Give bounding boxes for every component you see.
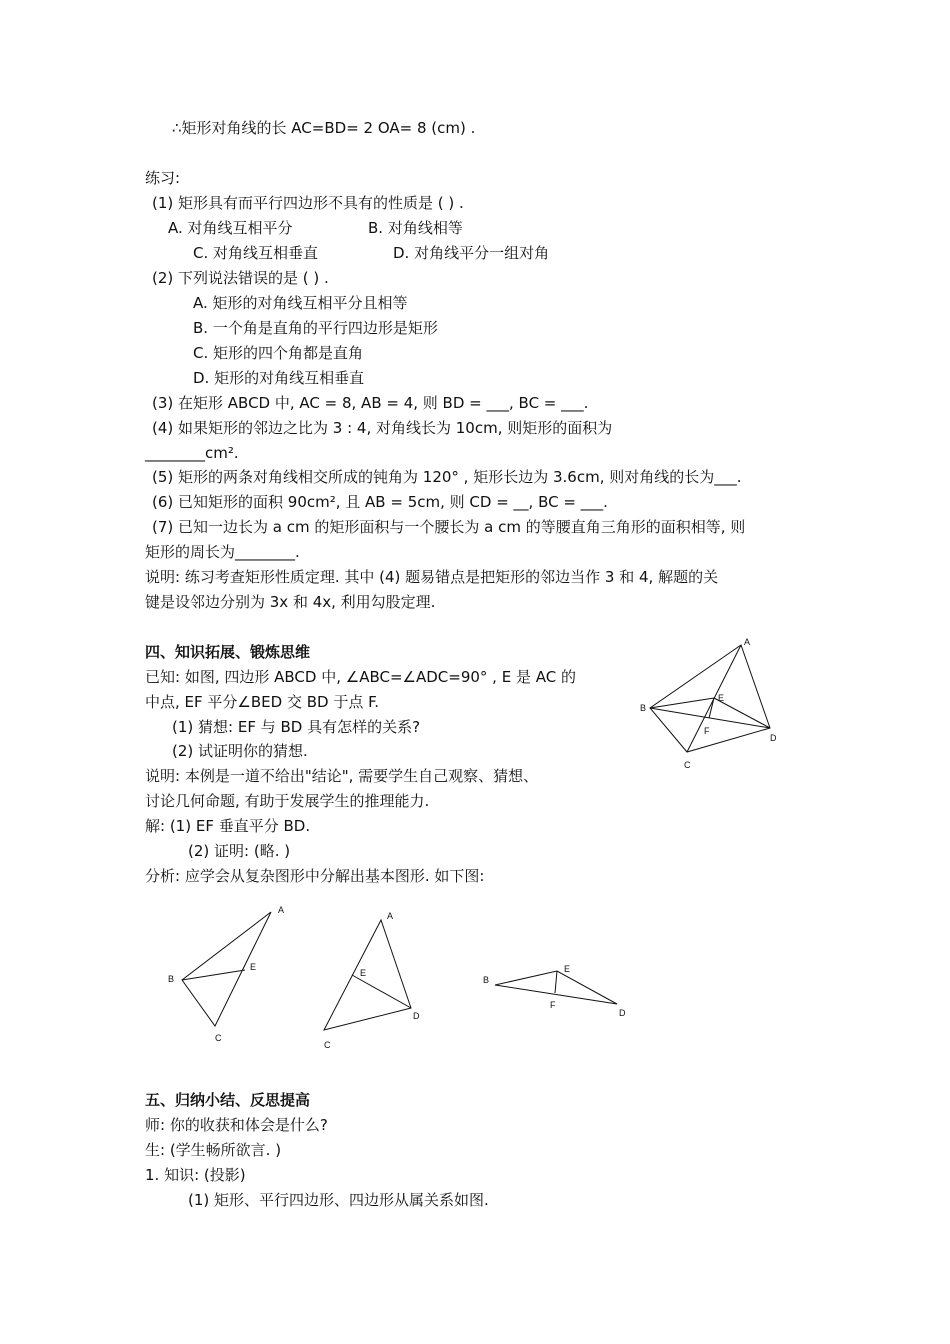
triangle-abc — [182, 912, 271, 1026]
section-5-title: 五、归纳小结、反思提高 — [145, 1091, 311, 1109]
triangle-abc-figure — [160, 900, 300, 1050]
question-2: (2) 下列说法错误的是 ( ) . — [152, 269, 329, 287]
knowledge-item-1: (1) 矩形、平行四边形、四边形从属关系如图. — [188, 1191, 489, 1209]
question-3: (3) 在矩形 ABCD 中, AC = 8, AB = 4, 则 BD = ___, BC = ___. — [152, 394, 589, 412]
solution-2: (2) 证明: (略. ) — [188, 842, 291, 860]
student-line: 生: (学生畅所欲言. ) — [145, 1141, 282, 1159]
question-7-cont: 矩形的周长为________. — [145, 543, 300, 561]
question-4: (4) 如果矩形的邻边之比为 3 : 4, 对角线长为 10cm, 则矩形的面积为 — [152, 419, 613, 437]
option-a: A. 矩形的对角线互相平分且相等 — [193, 294, 408, 312]
label-a: A — [744, 637, 751, 647]
option-c: C. 对角线互相垂直 — [193, 244, 319, 262]
triangle-bed-figure — [475, 955, 635, 1025]
option-b: B. 一个角是直角的平行四边形是矩形 — [193, 319, 438, 337]
explanation: 说明: 练习考查矩形性质定理. 其中 (4) 题易错点是把矩形的邻边当作 3 和 4, 解题的关 — [145, 568, 719, 586]
label-e: E — [250, 962, 257, 972]
label-d: D — [619, 1008, 626, 1018]
option-b: B. 对角线相等 — [368, 219, 463, 237]
label-f: F — [550, 1000, 556, 1010]
question-6: (6) 已知矩形的面积 90cm², 且 AB = 5cm, 则 CD = __, BC = ___. — [152, 493, 608, 511]
label-e: E — [718, 693, 725, 703]
practice-heading: 练习: — [145, 169, 181, 187]
label-d: D — [413, 1011, 420, 1021]
given-cont: 中点, EF 平分∠BED 交 BD 于点 F. — [145, 693, 380, 711]
label-d: D — [770, 733, 777, 743]
label-a: A — [278, 905, 285, 915]
explanation-cont: 讨论几何命题, 有助于发展学生的推理能力. — [145, 792, 430, 810]
text-line: ∴矩形对角线的长 AC=BD= 2 OA= 8 (cm) . — [172, 119, 476, 137]
question-7: (7) 已知一边长为 a cm 的矩形面积与一个腰长为 a cm 的等腰直角三角形的面积相等, 则 — [152, 518, 746, 536]
label-c: C — [684, 760, 691, 770]
label-b: B — [640, 703, 647, 713]
option-c: C. 矩形的四个角都是直角 — [193, 344, 364, 362]
triangle-acd-figure — [315, 905, 435, 1055]
median-de — [352, 975, 411, 1008]
median-be — [182, 970, 245, 980]
label-e: E — [360, 968, 367, 978]
knowledge-line: 1. 知识: (投影) — [145, 1166, 246, 1184]
label-c: C — [215, 1033, 222, 1043]
task-2: (2) 试证明你的猜想. — [172, 742, 308, 760]
explanation-cont: 键是设邻边分别为 3x 和 4x, 利用勾股定理. — [145, 593, 436, 611]
given: 已知: 如图, 四边形 ABCD 中, ∠ABC=∠ADC=90° , E 是 AC 的 — [145, 668, 576, 686]
option-d: D. 对角线平分一组对角 — [393, 244, 550, 262]
question-4-blank: ________cm². — [145, 444, 239, 462]
label-e: E — [564, 964, 571, 974]
section-4-title: 四、知识拓展、锻炼思维 — [145, 643, 311, 661]
bisector-ef — [555, 971, 557, 993]
main-figure — [630, 630, 790, 775]
label-b: B — [168, 974, 175, 984]
triangle-acd — [324, 920, 411, 1030]
solution-1: 解: (1) EF 垂直平分 BD. — [145, 817, 311, 835]
label-b: B — [483, 975, 490, 985]
label-f: F — [704, 726, 710, 736]
segment-be — [650, 698, 714, 708]
question-5: (5) 矩形的两条对角线相交所成的钝角为 120° , 矩形长边为 3.6cm, 则对角线的长为___. — [152, 468, 742, 486]
analysis: 分析: 应学会从复杂图形中分解出基本图形. 如下图: — [145, 867, 485, 885]
question-1: (1) 矩形具有而平行四边形不具有的性质是 ( ) . — [152, 194, 464, 212]
teacher-line: 师: 你的收获和体会是什么? — [145, 1116, 328, 1134]
label-a: A — [387, 911, 394, 921]
task-1: (1) 猜想: EF 与 BD 具有怎样的关系? — [172, 718, 421, 736]
label-c: C — [324, 1040, 331, 1050]
option-d: D. 矩形的对角线互相垂直 — [193, 369, 365, 387]
explanation: 说明: 本例是一道不给出"结论", 需要学生自己观察、猜想、 — [145, 767, 539, 785]
option-a: A. 对角线互相平分 — [168, 219, 293, 237]
